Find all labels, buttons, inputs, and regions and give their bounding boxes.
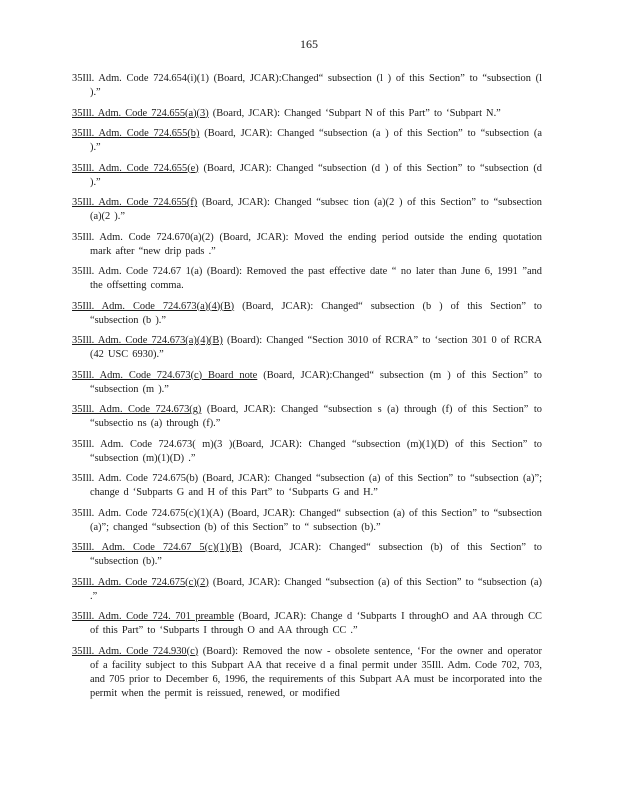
entry-text: (Board, JCAR):Changed“ subsection (l ) of this Section” to “subsection (l ).”	[90, 73, 542, 98]
entry-text: (Board, JCAR): Changed“ subsection (b) of this Section” to “subsection (b).”	[90, 542, 542, 567]
amendment-entry	[72, 334, 542, 362]
page-number: 165	[300, 37, 318, 51]
amendment-entry	[72, 72, 542, 100]
entry-citation: 35Ill. Adm. Code 724.673(c) Board note	[72, 369, 258, 381]
entry-citation: 35Ill. Adm. Code 724.655(f)	[72, 197, 198, 208]
amendment-entry	[72, 610, 542, 638]
entry-text: (Board, JCAR): Changed“ subsection (a) of this Section” to “subsection (a)”; changed “subsection (b) of this Section” to “ subsection (b).”	[90, 507, 542, 533]
amendment-entry	[72, 300, 542, 328]
entry-citation: 35Ill. Adm. Code 724.67 5(c)(1)(B)	[72, 542, 243, 553]
entry-citation: 35Ill. Adm. Code 724.675(c)(2)	[72, 576, 209, 588]
entry-text: (Board): Removed the now - obsolete sentence, ‘For the owner and operator of a facility subject to this Subpart AA that receive d a final permit under 35Ill. Adm. Code 702, 703, and 705 prior to December 6, 1996, the requirements of this Subpart AA must be incorporated into the permit when the permit is reissued, renewed, or modified	[90, 645, 542, 699]
entry-citation: 35Ill. Adm. Code 724.673(g)	[72, 404, 202, 415]
entry-citation: 35Ill. Adm. Code 724.930(c)	[72, 645, 199, 657]
entry-text: (Board): Removed the past effective date “ no later than June 6, 1991 ”and the offsetting comma.	[90, 266, 542, 291]
entry-citation: 35Ill. Adm. Code 724.655(a)(3)	[72, 107, 209, 119]
amendment-entry	[72, 507, 542, 535]
amendment-entry	[72, 438, 542, 466]
amendment-entry	[72, 472, 542, 500]
entry-text: (Board, JCAR): Change d ‘Subparts I throughO and AA through CC of this Part” to ‘Subparts I through O and AA through CC .”	[90, 611, 542, 636]
amendment-entry	[72, 403, 542, 431]
entry-citation: 35Ill. Adm. Code 724.675(b)	[72, 473, 199, 484]
entry-citation: 35Ill. Adm. Code 724.67 1(a)	[72, 266, 203, 277]
entry-text: (Board, JCAR): Changed “subsection (a) of this Section” to “subsection (a) .”	[90, 576, 543, 602]
entry-text: (Board, JCAR): Changed “subsection (a ) of this Section” to “subsection (a ).”	[90, 128, 543, 153]
entry-text: (Board, JCAR): Changed “subsection (m)(1)(D) of this Section” to “subsection (m)(1)(D) .”	[90, 438, 542, 464]
entry-text: (Board, JCAR): Changed ‘Subpart N of this Part” to ‘Subpart N.”	[208, 107, 501, 119]
amendment-entry	[72, 231, 542, 259]
entry-citation: 35Ill. Adm. Code 724.673(a)(4)(B)	[72, 300, 235, 312]
entry-text: (Board, JCAR):Changed“ subsection (m ) of this Section” to “subsection (m ).”	[90, 369, 542, 395]
amendment-entry	[72, 541, 542, 569]
entry-text: (Board, JCAR): Changed “subsection (a) of this Section” to “subsection (a)”; change d ‘Subparts G and H of this Part” to ‘Subparts G and H.”	[90, 473, 542, 498]
entry-citation: 35Ill. Adm. Code 724.670(a)(2)	[72, 231, 214, 243]
entry-citation: 35Ill. Adm. Code 724.673(a)(4)(B)	[72, 335, 223, 346]
entry-citation: 35Ill. Adm. Code 724.655(b)	[72, 128, 200, 139]
amendment-entry	[72, 107, 542, 121]
entry-text: (Board, JCAR): Changed“ subsection (b ) of this Section” to “subsection (b ).”	[90, 300, 542, 326]
entry-text: (Board, JCAR): Changed “subsection s (a) through (f) of this Section” to “subsectio ns (a) through (f).”	[90, 404, 542, 429]
entry-citation: 35Ill. Adm. Code 724.655(e)	[72, 162, 199, 174]
entry-citation: 35Ill. Adm. Code 724.675(c)(1)(A)	[72, 507, 224, 519]
amendment-entry	[72, 265, 542, 293]
entry-text: (Board, JCAR): Changed “subsec tion (a)(2 ) of this Section” to “subsection (a)(2 ).”	[90, 197, 542, 222]
amendment-entry	[72, 127, 542, 155]
entry-text: (Board, JCAR): Changed “subsection (d ) of this Section” to “subsection (d ).”	[90, 162, 542, 188]
entry-citation: 35Ill. Adm. Code 724.673( m)(3 )	[72, 438, 233, 450]
entry-citation: 35Ill. Adm. Code 724.654(i)(1)	[72, 73, 209, 84]
amendment-entry	[72, 645, 542, 701]
amendment-entry	[72, 369, 542, 397]
amendment-entry	[72, 576, 542, 604]
entry-text: (Board, JCAR): Moved the ending period outside the ending quotation mark after “new drip pads .”	[90, 231, 542, 257]
entry-text: (Board): Changed “Section 3010 of RCRA” to ‘section 301 0 of RCRA (42 USC 6930).”	[90, 335, 542, 360]
amendment-list	[72, 72, 542, 707]
entry-citation: 35Ill. Adm. Code 724. 701 preamble	[72, 611, 234, 622]
amendment-entry	[72, 162, 542, 190]
amendment-entry	[72, 196, 542, 224]
